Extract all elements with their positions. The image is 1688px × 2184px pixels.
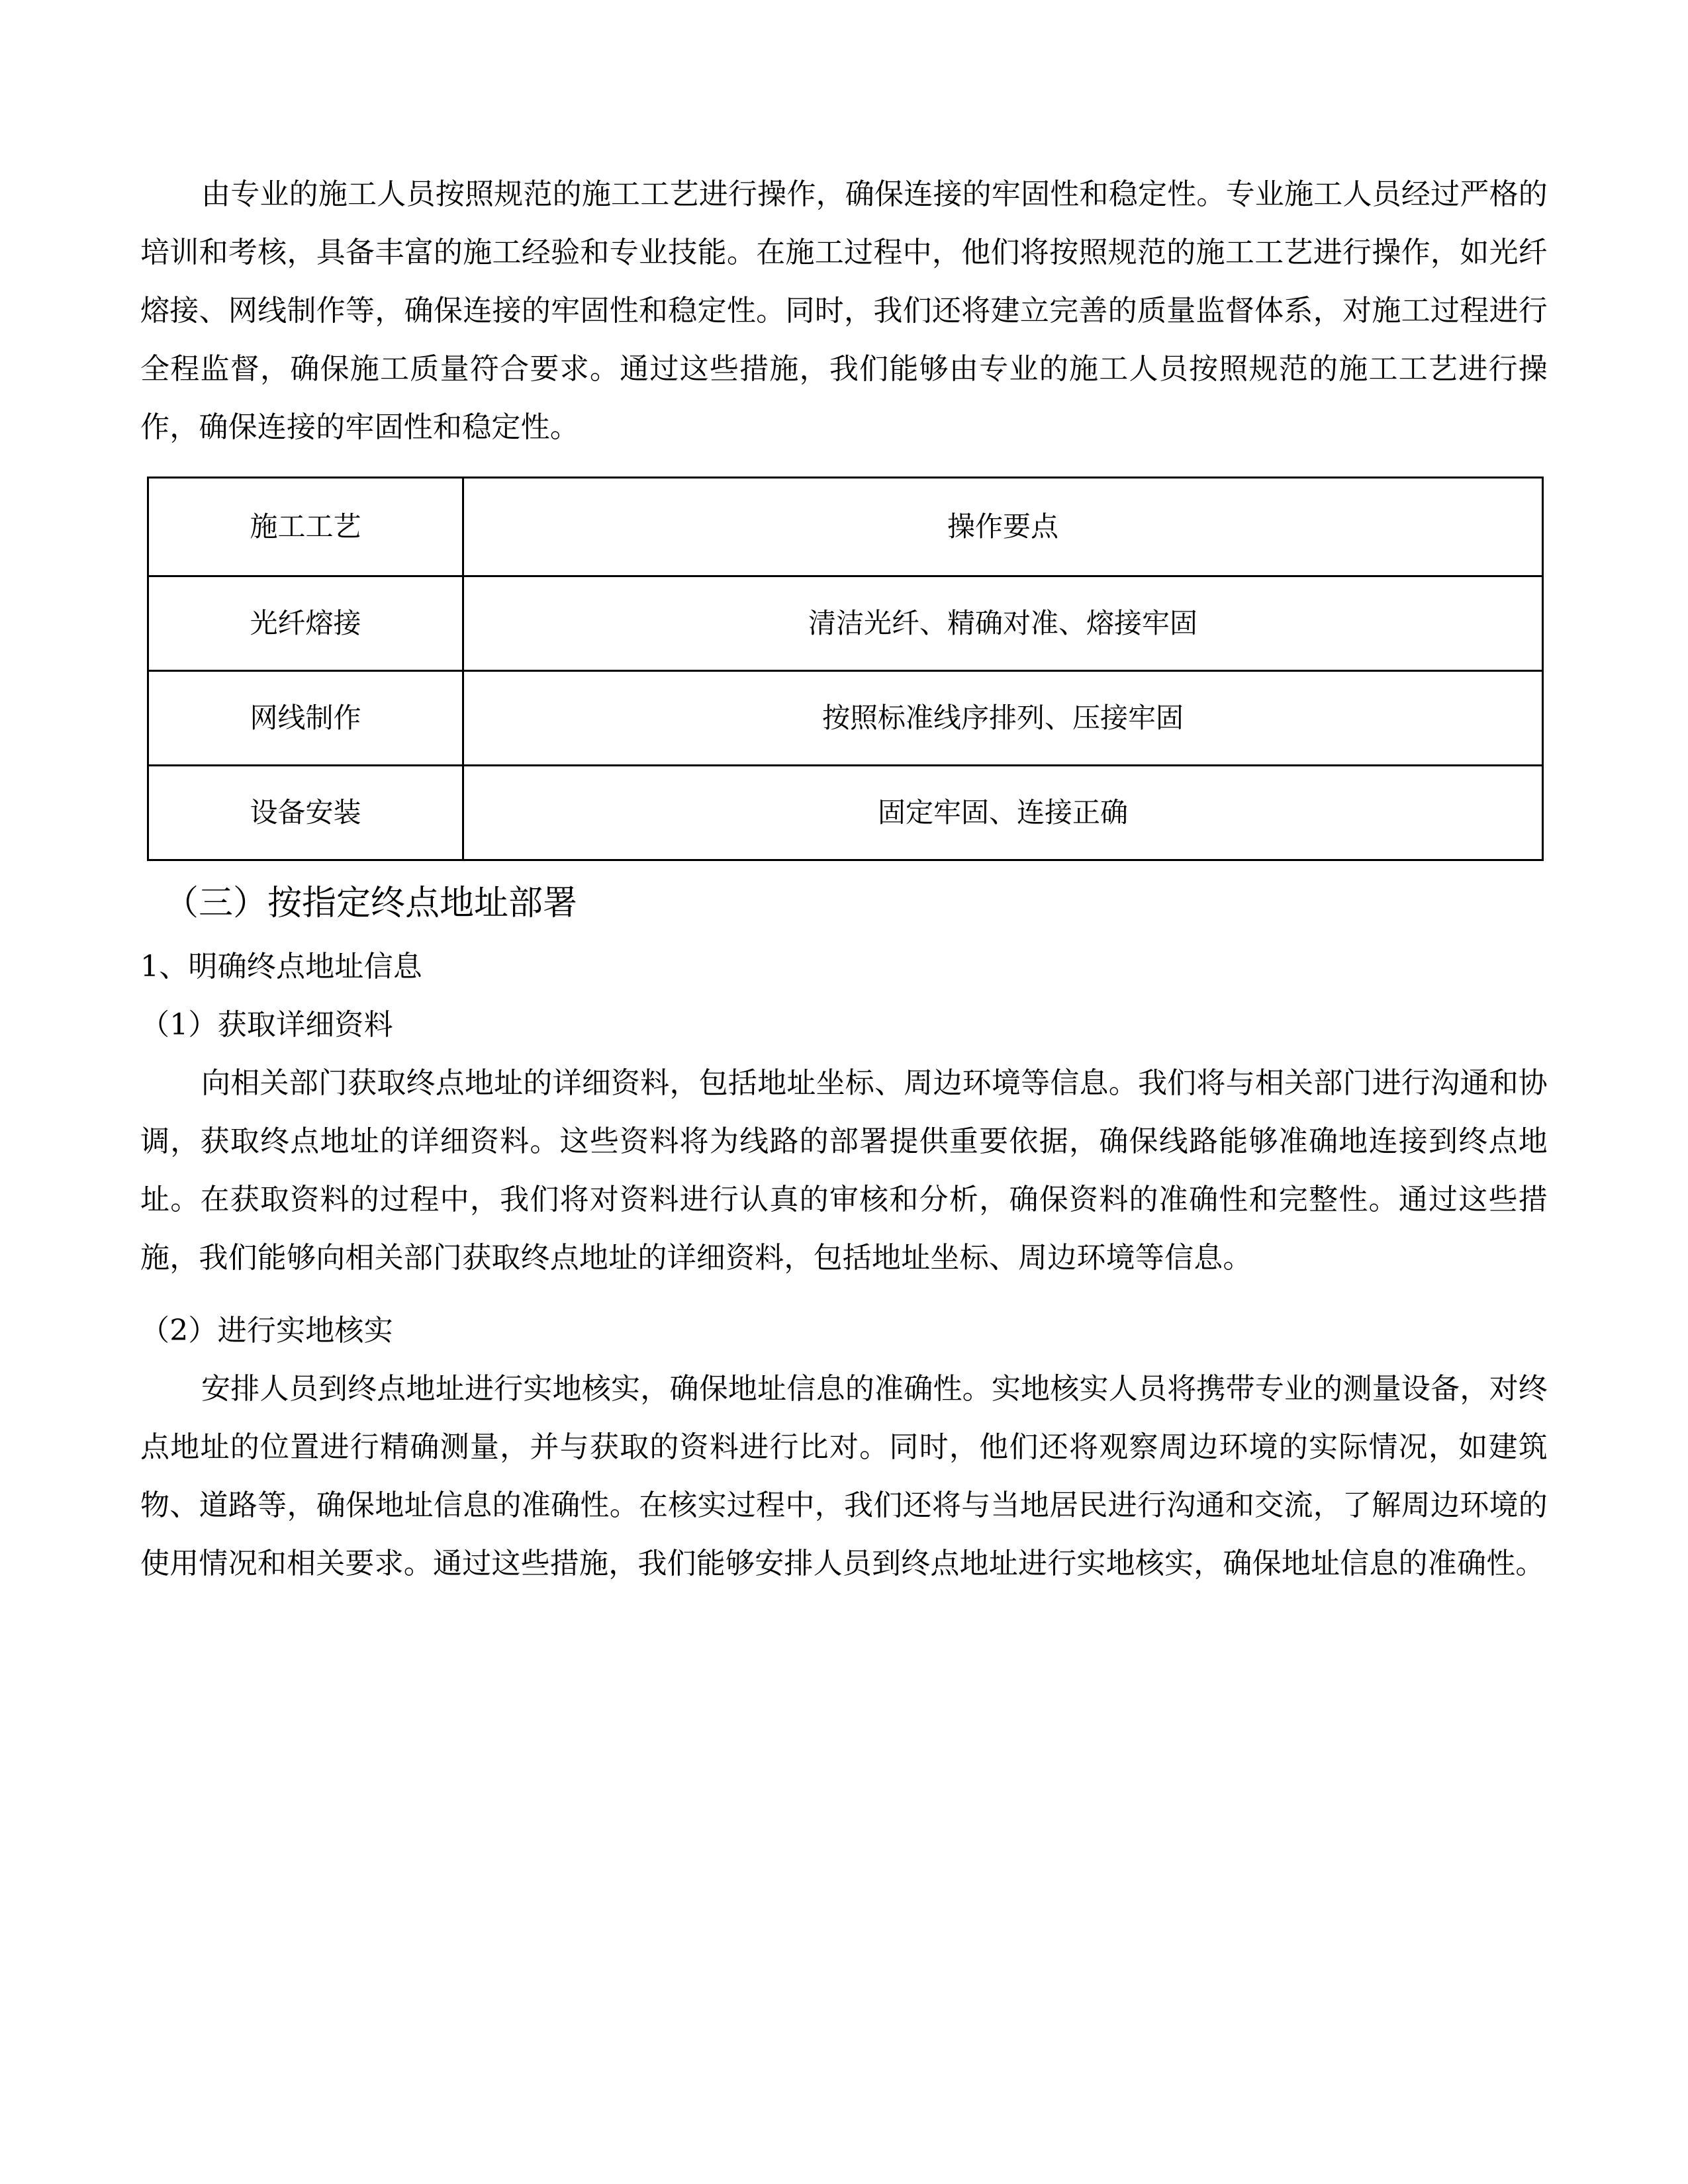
table-cell-process: 光纤熔接 — [148, 576, 463, 671]
table-cell-key-points: 按照标准线序排列、压接牢固 — [463, 671, 1543, 766]
table-cell-process: 设备安装 — [148, 766, 463, 860]
table-header-process: 施工工艺 — [148, 478, 463, 576]
paragraph-spacer — [140, 1287, 1548, 1302]
section-heading-endpoint-deployment: （三）按指定终点地址部署 — [164, 884, 578, 923]
table-cell-process: 网线制作 — [148, 671, 463, 766]
table-cell-key-points: 固定牢固、连接正确 — [463, 766, 1543, 860]
paragraph-obtain-details: 向相关部门获取终点地址的详细资料，包括地址坐标、周边环境等信息。我们将与相关部门进行沟通和协调，获取终点地址的详细资料。这些资料将为线路的部署提供重要依据，确保线路能够准确地连接到终点地址。在获取资料的过程中，我们将对资料进行认真的审核和分析，确保资料的准确性和完整性。通过这些措施，我们能够向相关部门获取终点地址的详细资料，包括地址坐标、周边环境等信息。 — [140, 1066, 1548, 1275]
paragraph-field-verification: 安排人员到终点地址进行实地核实，确保地址信息的准确性。实地核实人员将携带专业的测量设备，对终点地址的位置进行精确测量，并与获取的资料进行比对。同时，他们还将观察周边环境的实际情况，如建筑物、道路等，确保地址信息的准确性。在核实过程中，我们还将与当地居民进行沟通和交流，了解周边环境的使用情况和相关要求。通过这些措施，我们能够安排人员到终点地址进行实地核实，确保地址信息的准确性。 — [140, 1372, 1548, 1580]
numbered-heading-endpoint-info: 1、明确终点地址信息 — [140, 950, 422, 983]
sub-heading-obtain-details: （1）获取详细资料 — [140, 1008, 393, 1042]
table-row — [148, 671, 1543, 766]
paragraph-construction-process: 由专业的施工人员按照规范的施工工艺进行操作，确保连接的牢固性和稳定性。专业施工人员经过严格的培训和考核，具备丰富的施工经验和专业技能。在施工过程中，他们将按照规范的施工工艺进行操作，如光纤熔接、网线制作等，确保连接的牢固性和稳定性。同时，我们还将建立完善的质量监督体系，对施工过程进行全程监督，确保施工质量符合要求。通过这些措施，我们能够由专业的施工人员按照规范的施工工艺进行操作，确保连接的牢固性和稳定性。 — [140, 177, 1548, 444]
table-row — [148, 766, 1543, 860]
table-cell-key-points: 清洁光纤、精确对准、熔接牢固 — [463, 576, 1543, 671]
table-header-row — [148, 478, 1543, 576]
construction-process-table — [147, 477, 1544, 861]
sub-heading-field-verification: （2）进行实地核实 — [140, 1314, 393, 1347]
table-row — [148, 576, 1543, 671]
table-header-key-points: 操作要点 — [463, 478, 1543, 576]
